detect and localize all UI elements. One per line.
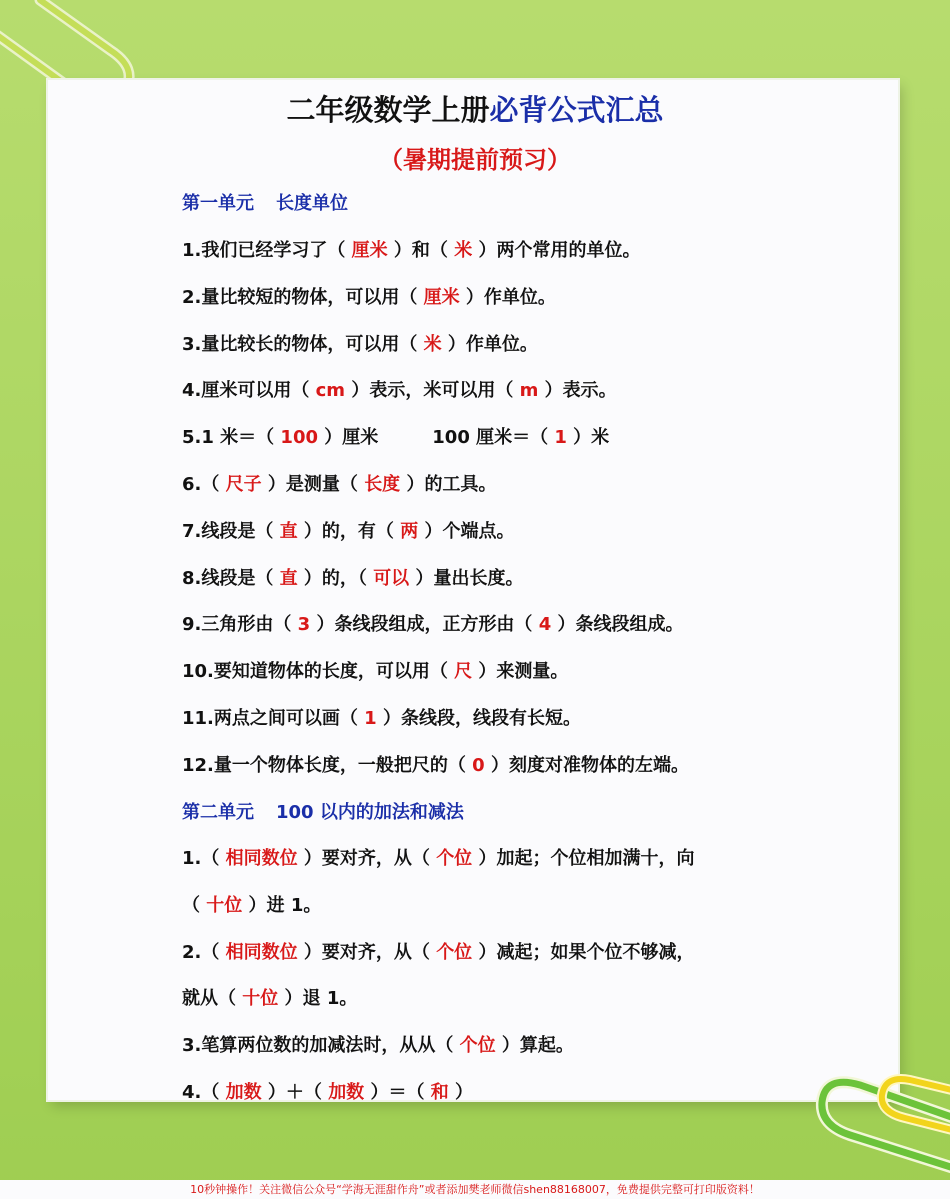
answer-text: 0 (472, 754, 485, 776)
question-text: 2.量比较短的物体，可以用（ (182, 286, 424, 308)
question-text: 4.（ (182, 1082, 226, 1103)
answer-text: 米 (423, 333, 442, 355)
unit1-line-1 (182, 236, 640, 262)
unit2-line-1 (182, 844, 694, 870)
question-text: ）量出长度。 (409, 567, 524, 589)
question-text: ）＝（ (364, 1082, 431, 1103)
unit2-line-5 (182, 1031, 574, 1057)
answer-text: 1 (364, 708, 377, 729)
question-text: ）个端点。 (418, 520, 515, 542)
question-text: ）刻度对准物体的左端。 (484, 754, 689, 776)
question-text: ）加起；个位相加满十，向 (472, 848, 695, 869)
question-text: 5.1 米＝（ (182, 427, 281, 449)
question-text: ）进 1。 (242, 894, 322, 916)
question-text: ）＋（ (261, 1082, 329, 1103)
question-text: ）算起。 (495, 1035, 574, 1057)
question-text: ）作单位。 (441, 333, 538, 355)
question-text: 4.厘米可以用（ (182, 380, 316, 402)
question-text: ）是测量（ (261, 474, 365, 495)
question-text: ）要对齐，从（ (297, 941, 437, 963)
question-text: （ (182, 894, 207, 916)
unit1-line-12 (182, 751, 689, 777)
unit1-line-6 (182, 470, 496, 496)
answer-text: 个位 (436, 848, 473, 869)
unit1-line-2 (182, 283, 556, 309)
answer-text: 厘米 (351, 240, 388, 261)
unit1-line-10 (182, 657, 568, 683)
answer-text: 尺子 (225, 474, 262, 495)
page-title (0, 88, 950, 129)
unit2-heading (182, 798, 464, 824)
answer-text: 3 (297, 614, 311, 636)
question-text: 11.两点之间可以画（ (182, 708, 365, 729)
unit1-line-8 (182, 564, 523, 590)
answer-text: 相同数位 (225, 941, 298, 963)
question-text: ）的，（ (297, 567, 374, 589)
answer-text: 加数 (225, 1082, 262, 1103)
answer-text: 100 (280, 427, 318, 449)
question-text: ） (448, 1082, 474, 1103)
question-text: ）减起；如果个位不够减， (472, 941, 695, 963)
question-text: ）要对齐，从（ (297, 848, 437, 869)
answer-text: 十位 (206, 894, 243, 916)
question-text: ）米 (566, 427, 610, 449)
question-text: ）来测量。 (472, 661, 569, 683)
unit1-name: 长度单位 (276, 193, 348, 214)
question-text: 2.（ (182, 941, 226, 963)
question-text: 就从（ (182, 988, 243, 1010)
question-text: ）两个常用的单位。 (472, 240, 641, 261)
answer-text: 直 (279, 520, 298, 542)
footer-notice: 10秒钟操作！关注微信公众号“学海无涯甜作舟”或者添加樊老师微信shen88168007，免费提供完整可打印版资料！ (0, 1180, 950, 1199)
unit1-line-4 (182, 376, 617, 402)
question-text: ）的工具。 (400, 474, 497, 495)
answer-text: 长度 (364, 474, 401, 495)
unit2-line-2 (182, 891, 321, 917)
question-text: ）条线段组成，正方形由（ (310, 614, 539, 636)
unit1-line-3 (182, 330, 538, 356)
question-text: ）表示，米可以用（ (345, 380, 520, 402)
question-text: 12.量一个物体长度，一般把尺的（ (182, 754, 473, 776)
answer-text: 厘米 (423, 286, 460, 308)
answer-text: cm (315, 380, 346, 402)
unit1-label: 第一单元 (182, 193, 254, 214)
question-text: 7.线段是（ (182, 520, 280, 542)
question-text: 6.（ (182, 474, 226, 495)
answer-text: 直 (279, 567, 298, 589)
unit1-line-7 (182, 517, 514, 543)
question-text: ）和（ (387, 240, 455, 261)
question-text: 3.量比较长的物体，可以用（ (182, 333, 424, 355)
question-text: 1.我们已经学习了（ (182, 240, 352, 261)
question-text: ）条线段组成。 (551, 614, 684, 636)
unit2-line-4 (182, 984, 357, 1010)
title-part2: 必背公式汇总 (489, 93, 664, 127)
question-text: 10.要知道物体的长度，可以用（ (182, 661, 455, 683)
answer-text: 尺 (454, 661, 473, 683)
answer-text: 个位 (436, 941, 473, 963)
question-text: 9.三角形由（ (182, 614, 298, 636)
page-subtitle: （暑期提前预习） (379, 146, 571, 174)
title-part1: 二年级数学上册 (286, 93, 490, 127)
answer-text: 1 (554, 427, 567, 449)
unit1-line-11 (182, 704, 581, 730)
answer-text: 4 (538, 614, 552, 636)
question-text: 1.（ (182, 848, 226, 869)
answer-text: 两 (400, 520, 419, 542)
answer-text: 个位 (459, 1035, 496, 1057)
question-text: ）退 1。 (278, 988, 358, 1010)
answer-text: 米 (454, 240, 473, 261)
unit2-name: 100 以内的加法和减法 (276, 802, 464, 823)
paperclip-icon-bottom-right (800, 1040, 950, 1180)
unit1-line-9 (182, 610, 684, 636)
answer-text: 相同数位 (225, 848, 298, 869)
unit2-label: 第二单元 (182, 802, 254, 823)
question-text: 8.线段是（ (182, 567, 280, 589)
unit1-heading (182, 189, 348, 215)
question-text: ）作单位。 (459, 286, 556, 308)
question-text: 3.笔算两位数的加减法时，从从（ (182, 1035, 460, 1057)
question-text: ）表示。 (538, 380, 617, 402)
answer-text: 加数 (328, 1082, 365, 1103)
unit2-line-6 (182, 1078, 473, 1104)
question-text: ）厘米 100 厘米＝（ (318, 427, 555, 449)
question-text: ）条线段，线段有长短。 (376, 708, 581, 729)
unit2-line-3 (182, 938, 694, 964)
answer-text: 十位 (242, 988, 279, 1010)
answer-text: m (519, 380, 539, 402)
question-text: ）的，有（ (297, 520, 401, 542)
answer-text: 和 (430, 1082, 449, 1103)
answer-text: 可以 (373, 567, 410, 589)
unit1-line-5 (182, 423, 609, 449)
